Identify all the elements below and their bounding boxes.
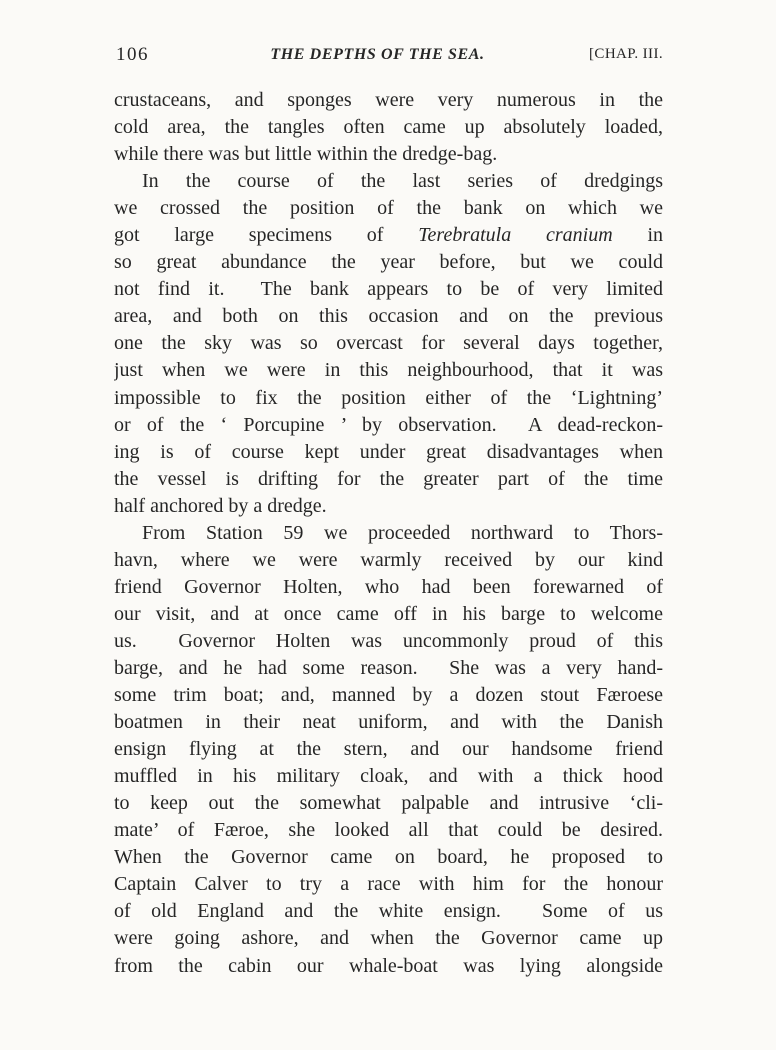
- text-segment: friend Governor Holten, who had been forewarned of: [114, 575, 663, 598]
- text-line: [114, 655, 663, 682]
- page-header: [114, 44, 663, 66]
- text-line: [114, 736, 663, 763]
- text-line: [114, 412, 663, 439]
- chapter-reference: [CHAP. III.: [589, 46, 663, 62]
- text-segment: ensign flying at the stern, and our handsome friend: [114, 738, 663, 761]
- species-name-italic: Terebratula cranium: [418, 224, 613, 247]
- text-line: [114, 925, 663, 952]
- text-line: [114, 114, 663, 141]
- text-segment: in: [612, 224, 663, 247]
- text-segment: barge, and he had some reason. She was a very hand-: [114, 656, 663, 679]
- text-line: [114, 601, 663, 628]
- text-line: [114, 276, 663, 303]
- text-segment: just when we were in this neighbourhood, that it was: [114, 359, 663, 382]
- text-line: [114, 466, 663, 493]
- text-segment: to keep out the somewhat palpable and intrusive ‘cli-: [114, 792, 663, 815]
- text-segment: havn, where we were warmly received by our kind: [114, 548, 663, 571]
- text-line: [114, 249, 663, 276]
- text-segment: so great abundance the year before, but we could: [114, 251, 663, 274]
- text-line: [114, 385, 663, 412]
- text-segment: one the sky was so overcast for several days together,: [114, 332, 663, 355]
- text-segment: we crossed the position of the bank on which we: [114, 197, 663, 220]
- text-line: [114, 357, 663, 384]
- text-line: [114, 547, 663, 574]
- text-line: [114, 195, 663, 222]
- text-line: [114, 330, 663, 357]
- text-segment: When the Governor came on board, he proposed to: [114, 846, 663, 869]
- text-line: [114, 493, 663, 520]
- text-line: [114, 953, 663, 980]
- text-segment: half anchored by a dredge.: [114, 494, 327, 517]
- text-line: [114, 141, 663, 168]
- text-line: [114, 790, 663, 817]
- text-segment: us. Governor Holten was uncommonly proud of this: [114, 629, 663, 652]
- text-segment: got large specimens of: [114, 224, 419, 247]
- text-segment: our visit, and at once came off in his barge to welcome: [114, 602, 663, 625]
- text-line: [114, 87, 663, 114]
- text-segment: from the cabin our whale-boat was lying alongside: [114, 954, 663, 977]
- text-line: [114, 222, 663, 249]
- text-line: [114, 709, 663, 736]
- text-segment: boatmen in their neat uniform, and with the Danish: [114, 711, 663, 734]
- running-title: THE DEPTHS OF THE SEA.: [270, 46, 485, 63]
- page-number: 106: [116, 44, 149, 65]
- text-segment: impossible to fix the position either of the ‘Lightning’: [114, 386, 663, 409]
- text-segment: while there was but little within the dredge-bag.: [114, 143, 498, 166]
- text-segment: of old England and the white ensign. Some of us: [114, 900, 663, 923]
- text-line: [114, 574, 663, 601]
- text-segment: were going ashore, and when the Governor came up: [114, 927, 663, 950]
- text-segment: not find it. The bank appears to be of very limited: [114, 278, 663, 301]
- text-line: [114, 303, 663, 330]
- text-line: [114, 871, 663, 898]
- text-line: [114, 817, 663, 844]
- text-segment: muffled in his military cloak, and with a thick hood: [114, 765, 663, 788]
- text-segment: cold area, the tangles often came up absolutely loaded,: [114, 116, 663, 139]
- text-segment: ing is of course kept under great disadvantages when: [114, 440, 663, 463]
- text-segment: Captain Calver to try a race with him for the honour: [114, 873, 663, 896]
- text-line: [114, 763, 663, 790]
- text-line: [114, 898, 663, 925]
- text-line: [114, 439, 663, 466]
- text-segment: crustaceans, and sponges were very numerous in the: [114, 89, 663, 111]
- text-segment: In the course of the last series of dredgings: [142, 170, 663, 193]
- text-block: [114, 44, 663, 980]
- text-line: [114, 168, 663, 195]
- text-line: [114, 520, 663, 547]
- text-segment: the vessel is drifting for the greater part of the time: [114, 467, 663, 490]
- text-segment: some trim boat; and, manned by a dozen stout Færoese: [114, 684, 663, 707]
- text-segment: mate’ of Færoe, she looked all that could be desired.: [114, 819, 663, 842]
- text-line: [114, 682, 663, 709]
- text-segment: or of the ‘ Porcupine ’ by observation. A dead-reckon-: [114, 413, 663, 436]
- text-segment: From Station 59 we proceeded northward to Thors-: [142, 521, 663, 544]
- text-line: [114, 844, 663, 871]
- text-segment: area, and both on this occasion and on the previous: [114, 305, 663, 328]
- page-text: [114, 87, 663, 980]
- text-line: [114, 628, 663, 655]
